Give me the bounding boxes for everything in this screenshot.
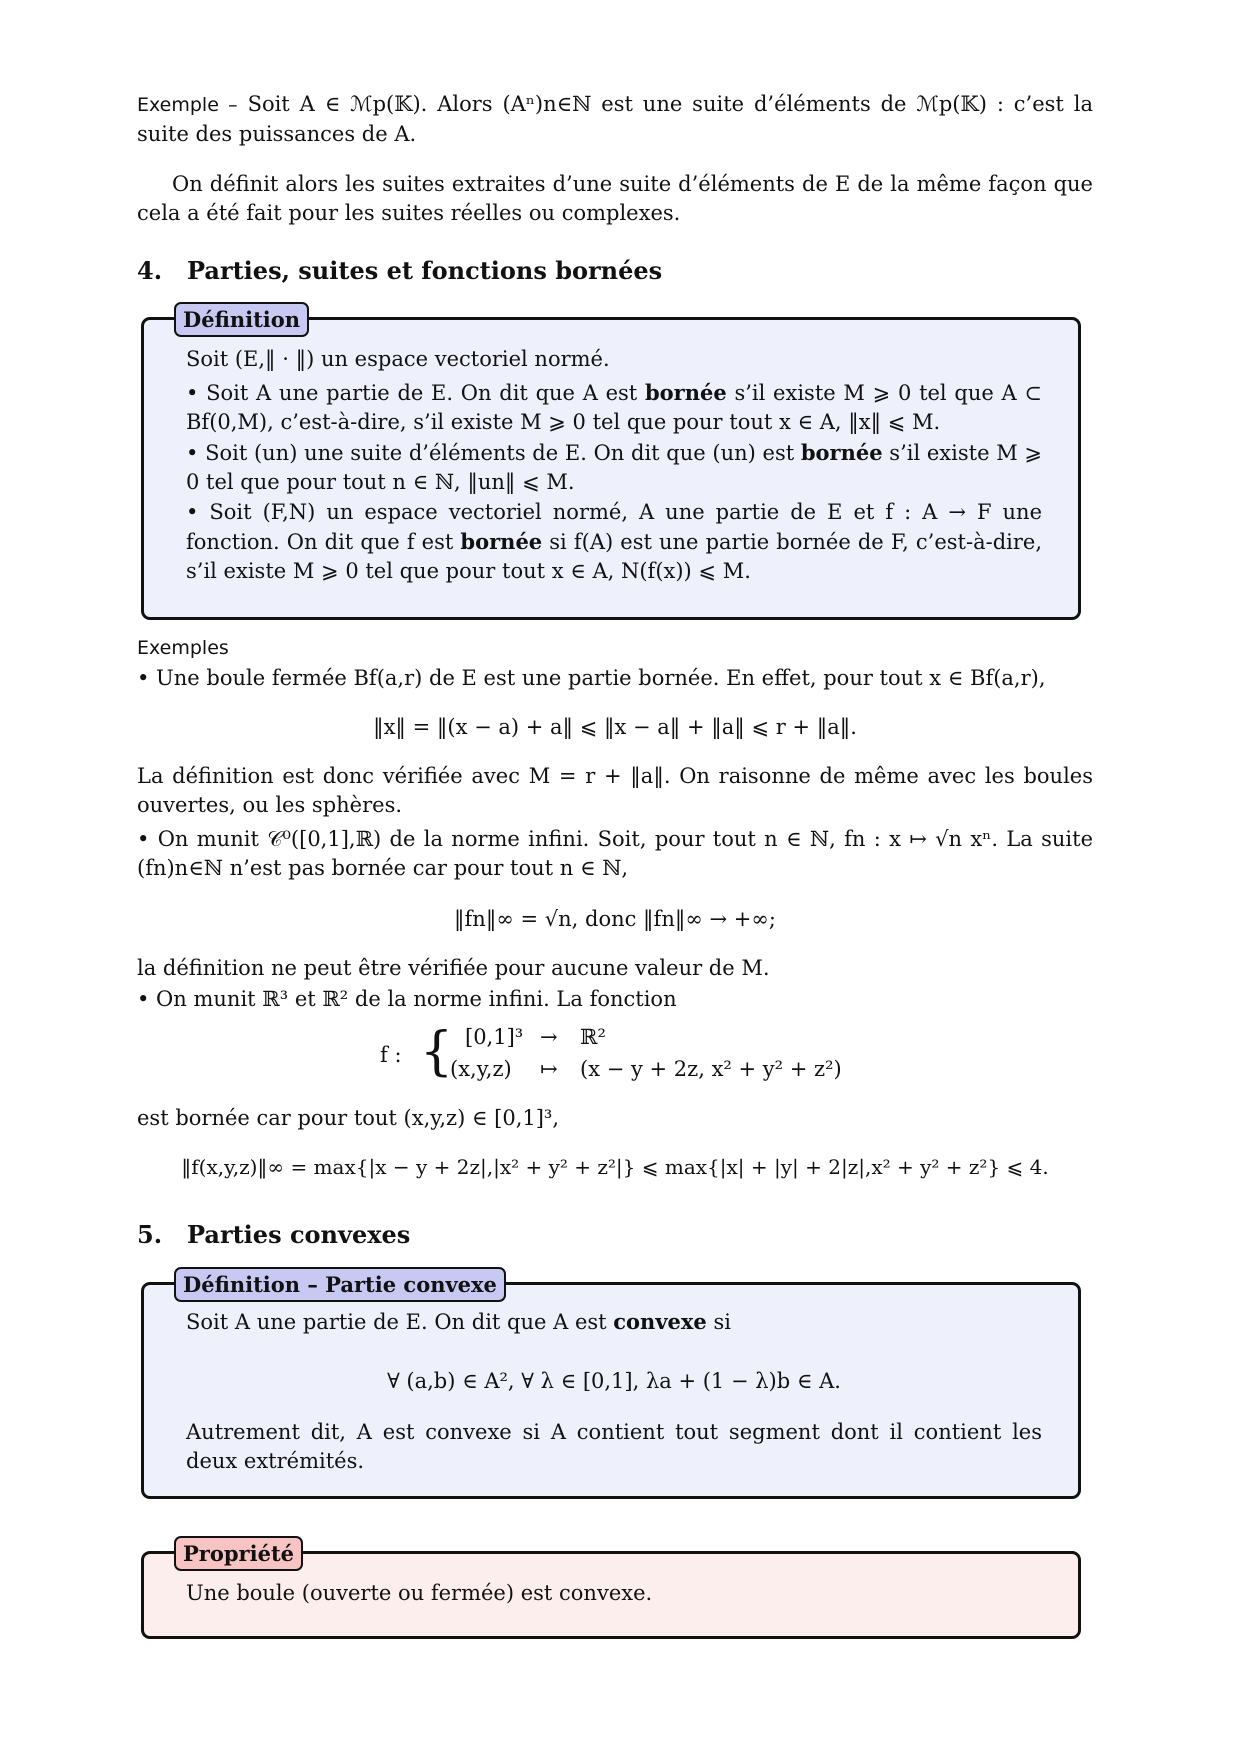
row1-arrow: → [540,1025,558,1049]
equation-2: ‖fn‖∞ = √n, donc ‖fn‖∞ → +∞; [454,907,776,931]
intro-paragraph: On définit alors les suites extraites d’une suite d’éléments de E de la même façon que cela a été fait pour les suites réelles ou complexes. [137,172,1093,225]
item1-text-a: • Soit A une partie de E. On dit que A est [186,381,645,405]
convexe-text-a: Soit A une partie de E. On dit que A est [186,1310,614,1334]
row1-domain: [0,1]³ [465,1025,524,1049]
example-3-after: est bornée car pour tout (x,y,z) ∈ [0,1]³, [137,1106,560,1130]
definition-convexe-text [186,1307,1042,1337]
definition-label: Définition [174,302,309,337]
examples-label: Exemples [137,637,229,659]
definition-box-convexe [141,1272,1081,1499]
item1-text-b: s’il existe M ⩾ 0 tel que A ⊂ Bf(0,M), c’est-à-dire, s’il existe M ⩾ 0 tel que pour tout x ∈ A, ‖x‖ ⩽ M. [186,381,1042,434]
item2-text-a: • Soit (un) une suite d’éléments de E. On dit que (un) est [186,441,801,465]
example-label: Exemple – [137,94,238,116]
example-3: • On munit ℝ³ et ℝ² de la norme infini. La fonction [137,987,677,1011]
section-5-heading [137,1220,410,1249]
section-5-title: Parties convexes [187,1220,411,1249]
item1-bold: bornée [644,380,727,405]
item3-bold: bornée [460,529,543,554]
property-label: Propriété [174,1536,303,1571]
section-5-number: 5. [137,1220,163,1249]
brace: { [420,1022,454,1082]
item3-text-a: • Soit (F,N) un espace vectoriel normé, A une partie de E et f : A → F une fonction. On dit que f est [186,500,1042,554]
equation-1: ‖x‖ = ‖(x − a) + a‖ ⩽ ‖x − a‖ + ‖a‖ ⩽ r + ‖a‖. [373,715,857,739]
definition-item-suites [186,438,1042,497]
section-4-number: 4. [137,256,163,285]
convexe-after: Autrement dit, A est convexe si A contient tout segment dont il contient les deux extrémités. [186,1420,1042,1473]
function-definition [380,1022,900,1091]
row2-codomain: (x − y + 2z, x² + y² + z²) [580,1057,842,1081]
row1-codomain: ℝ² [580,1025,606,1049]
equation-4: ‖f(x,y,z)‖∞ = max{|x − y + 2z|,|x² + y² + z²|} ⩽ max{|x| + |y| + 2|z|,x² + y² + z²} ⩽ 4. [181,1155,1049,1179]
intro-example [137,90,1093,149]
example-1: • Une boule fermée Bf(a,r) de E est une partie bornée. En effet, pour tout x ∈ Bf(a,r), [137,666,1046,690]
section-4-title: Parties, suites et fonctions bornées [187,256,663,285]
convexe-equation: ∀ (a,b) ∈ A², ∀ λ ∈ [0,1], λa + (1 − λ)b ∈ A. [387,1369,841,1393]
section-4-heading [137,256,662,285]
convexe-bold: convexe [613,1309,707,1334]
row2-arrow: ↦ [540,1057,558,1081]
example-2: • On munit 𝒞⁰([0,1],ℝ) de la norme infini. Soit, pour tout n ∈ ℕ, fn : x ↦ √n xⁿ. La suite (fn)n∈ℕ n’est pas bornée car pour tout n ∈ ℕ, [137,827,1093,880]
item2-bold: bornée [800,440,883,465]
example-text: Soit A ∈ ℳp(𝕂). Alors (Aⁿ)n∈ℕ est une suite d’éléments de ℳp(𝕂) : c’est la suite des puissances de A. [137,92,1093,146]
property-text: Une boule (ouverte ou fermée) est convexe. [186,1581,653,1605]
item3-text-b: si f(A) est une partie bornée de F, c’est-à-dire, s’il existe M ⩾ 0 tel que pour tout x ∈ A, N(f(x)) ⩽ M. [186,530,1042,583]
definition-item-fonctions [186,498,1042,586]
row2-domain: (x,y,z) [450,1057,512,1081]
example-2-after: la définition ne peut être vérifiée pour aucune valeur de M. [137,956,770,980]
definition-item-parties [186,378,1042,437]
definition-convexe-label: Définition – Partie convexe [174,1267,506,1302]
example-1-after: La définition est donc vérifiée avec M = r + ‖a‖. On raisonne de même avec les boules ouvertes, ou les sphères. [137,764,1093,817]
convexe-text-b: si [706,1310,731,1334]
definition-box-bornee [141,307,1081,620]
function-name: f : [380,1043,402,1067]
item2-text-b: s’il existe M ⩾ 0 tel que pour tout n ∈ ℕ, ‖un‖ ⩽ M. [186,441,1042,494]
property-box [141,1541,1081,1639]
definition-intro: Soit (E,‖ · ‖) un espace vectoriel normé. [186,347,610,371]
